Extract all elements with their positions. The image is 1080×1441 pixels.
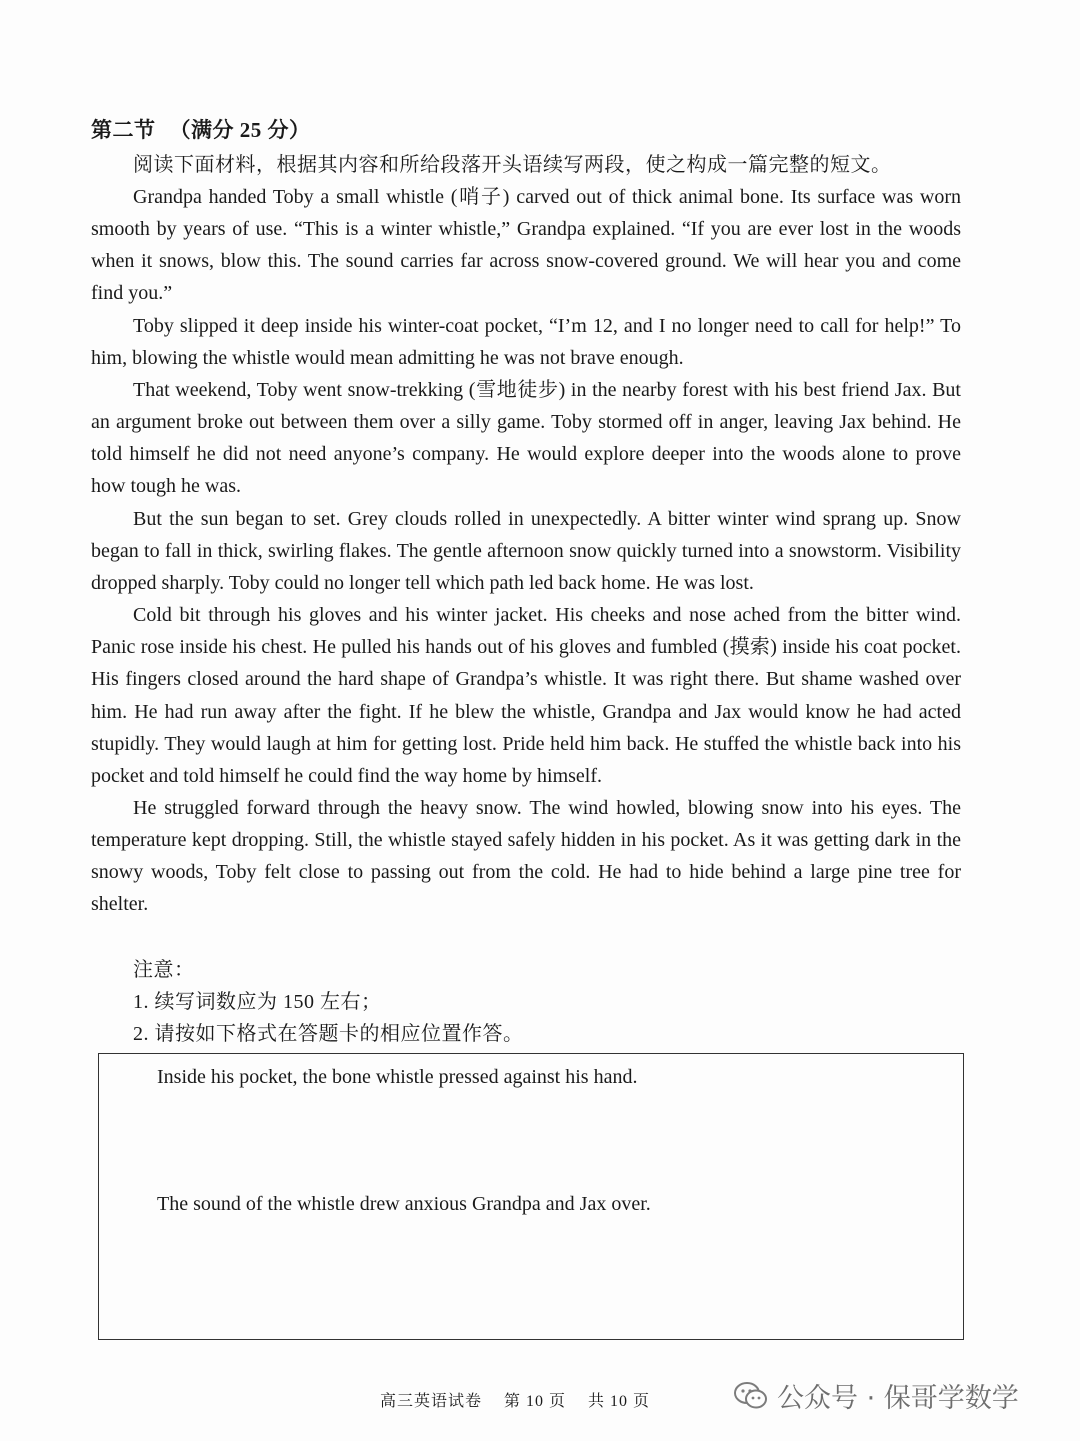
passage-paragraph: But the sun began to set. Grey clouds rolled in unexpectedly. A bitter winter wind sprang up. Snow began to fall in thick, swirling flakes. The gentle afternoon snow quickly turned into a snowstorm. Visibility dropped sharply. Toby could no longer tell which path led back home. He was lost. <box>91 507 961 594</box>
passage-paragraph: Cold bit through his gloves and his winter jacket. His cheeks and nose ached from the bitter wind. Panic rose inside his chest. He pulled his hands out of his gloves and fumbled (摸索) inside his coat pocket. His fingers closed around the hard shape of Grandpa’s whistle. It was right there. But shame washed over him. He had run away after the fight. If he blew the whistle, Grandpa and Jax would know he had acted stupidly. They would laugh at him for getting lost. Pride held him back. He stuffed the whistle back into his pocket and told himself he could find the way home by himself. <box>91 604 961 787</box>
notes-section <box>133 954 524 1050</box>
passage-paragraph: Grandpa handed Toby a small whistle (哨子) carved out of thick animal bone. Its surface was worn smooth by years of use. “This is a winter whistle,” Grandpa explained. “If you are ever lost in the woods when it snows, blow this. The sound carries far across snow-covered ground. We will hear you and come find you.” <box>91 186 961 305</box>
note-item: 1. 续写词数应为 150 左右； <box>133 991 382 1013</box>
answer-box[interactable] <box>98 1053 964 1340</box>
paragraph-opener-1: Inside his pocket, the bone whistle pressed against his hand. <box>157 1066 638 1088</box>
watermark <box>733 1376 1019 1415</box>
section-heading <box>91 114 311 144</box>
note-item: 2. 请按如下格式在答题卡的相应位置作答。 <box>133 1023 524 1045</box>
footer-exam-title: 高三英语试卷 <box>380 1393 483 1410</box>
passage-paragraph: He struggled forward through the heavy snow. The wind howled, blowing snow into his eyes. The temperature kept dropping. Still, the whistle stayed safely hidden in his pocket. As it was getting dark in the snowy woods, Toby felt close to passing out from the cold. He had to hide behind a large pine tree for shelter. <box>91 796 961 916</box>
watermark-text: 公众号 · 保哥学数学 <box>777 1383 1019 1414</box>
passage-paragraph: That weekend, Toby went snow-trekking (雪地徒步) in the nearby forest with his best friend Jax. But an argument broke out between them over a silly game. Toby stormed off in anger, leaving Jax behind. He told himself he did not need anyone’s company. He would explore deeper into the woods alone to prove how tough he was. <box>91 378 961 498</box>
passage-paragraph: Toby slipped it deep inside his winter-coat pocket, “I’m 12, and I no longer need to call for help!” To him, blowing the whistle would mean admitting he was not brave enough. <box>91 314 961 369</box>
reading-passage <box>91 181 961 921</box>
notes-heading: 注意： <box>133 959 195 981</box>
section-score: （满分 25 分） <box>169 118 311 142</box>
paragraph-opener-2: The sound of the whistle drew anxious Grandpa and Jax over. <box>157 1193 651 1215</box>
wechat-icon <box>733 1381 769 1411</box>
footer-page-number: 第 10 页 <box>504 1393 567 1410</box>
section-instruction: 阅读下面材料，根据其内容和所给段落开头语续写两段，使之构成一篇完整的短文。 <box>133 154 892 176</box>
footer-page-total: 共 10 页 <box>588 1393 651 1410</box>
section-title: 第二节 <box>91 118 156 142</box>
page-footer <box>380 1388 672 1411</box>
